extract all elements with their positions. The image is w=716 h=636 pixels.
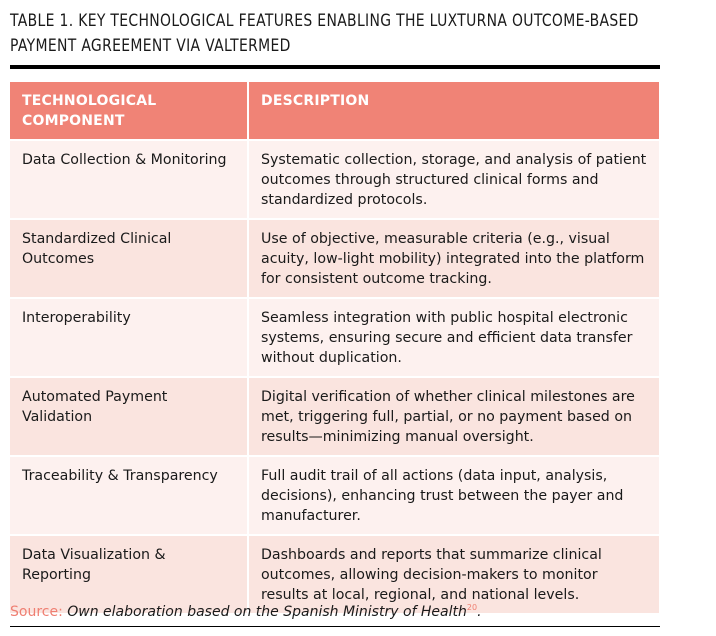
- table-title: [10, 9, 639, 59]
- source-body: Own elaboration based on the Spanish Ministry of Health: [67, 604, 467, 620]
- description-cell: Systematic collection, storage, and analysis of patient outcomes through structured clinical forms and standardized protocols.: [248, 140, 659, 219]
- table-row: [10, 456, 659, 535]
- description-cell: Dashboards and reports that summarize clinical outcomes, allowing decision-makers to monitor results at local, regional, and national levels.: [248, 535, 659, 613]
- description-cell: Seamless integration with public hospital electronic systems, ensuring secure and efficient data transfer without duplication.: [248, 298, 659, 377]
- header-technological-component: TECHNOLOGICAL COMPONENT: [10, 82, 248, 140]
- table-row: [10, 219, 659, 298]
- source-note: [10, 598, 482, 622]
- features-table: [10, 82, 659, 613]
- table-row: [10, 298, 659, 377]
- component-cell: Traceability & Transparency: [10, 456, 248, 535]
- component-cell: Data Collection & Monitoring: [10, 140, 248, 219]
- source-text: [67, 604, 481, 620]
- description-cell: Digital verification of whether clinical milestones are met, triggering full, partial, or no payment based on results—minimizing manual oversight.: [248, 377, 659, 456]
- description-cell: Full audit trail of all actions (data input, analysis, decisions), enhancing trust between the payer and manufacturer.: [248, 456, 659, 535]
- bottom-rule: [10, 626, 660, 627]
- component-cell: Interoperability: [10, 298, 248, 377]
- component-cell: Automated Payment Validation: [10, 377, 248, 456]
- source-label: Source:: [10, 604, 63, 620]
- source-end: .: [477, 604, 482, 620]
- table-row: [10, 140, 659, 219]
- title-rule: [10, 65, 660, 69]
- component-cell: Data Visualization & Reporting: [10, 535, 248, 613]
- table-header-row: [10, 82, 659, 140]
- component-cell: Standardized Clinical Outcomes: [10, 219, 248, 298]
- source-reference: 20: [466, 603, 478, 612]
- header-description: DESCRIPTION: [248, 82, 659, 140]
- table-title-line-2: PAYMENT AGREEMENT VIA VALTERMED: [10, 36, 291, 56]
- description-cell: Use of objective, measurable criteria (e.g., visual acuity, low-light mobility) integrated into the platform for consistent outcome tracking.: [248, 219, 659, 298]
- table-row: [10, 377, 659, 456]
- table-title-line-1: TABLE 1. KEY TECHNOLOGICAL FEATURES ENABLING THE LUXTURNA OUTCOME-BASED: [10, 11, 639, 31]
